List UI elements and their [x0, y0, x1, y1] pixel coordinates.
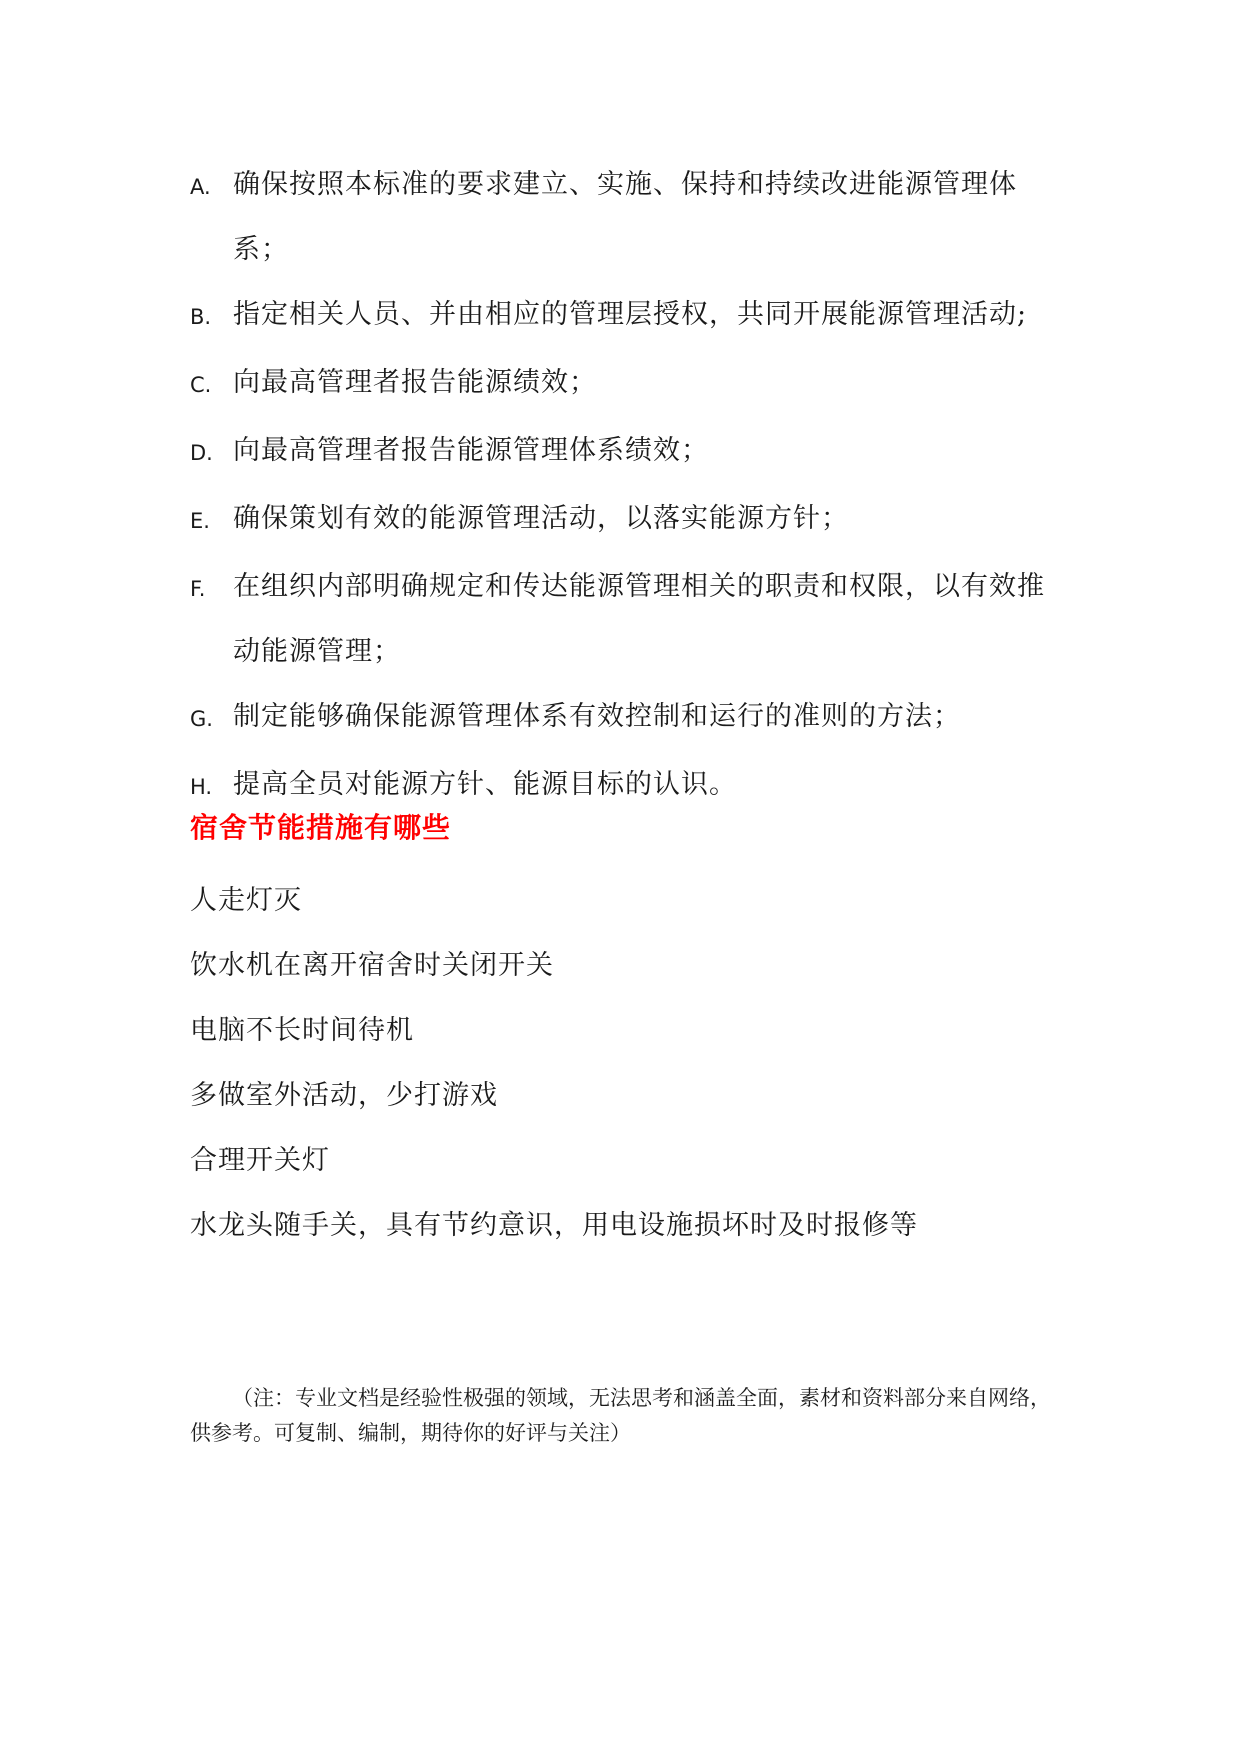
list-marker: E.: [190, 509, 210, 533]
list-item-text: 制定能够确保能源管理体系有效控制和运行的准则的方法；: [233, 701, 961, 732]
list-item: [190, 152, 1060, 282]
disclaimer-note: （注：专业文档是经验性极强的领域，无法思考和涵盖全面，素材和资料部分来自网络，供参考。可复制、编制，期待你的好评与关注）: [190, 1386, 1051, 1445]
duties-list: [190, 152, 1060, 820]
list-marker: G.: [190, 707, 213, 731]
list-item-text: 在组织内部明确规定和传达能源管理相关的职责和权限，以有效推动能源管理；: [233, 571, 1045, 667]
list-item: [190, 554, 1060, 684]
measures-list: [190, 868, 1090, 1258]
list-marker: C.: [190, 373, 212, 397]
list-item: [190, 418, 1060, 486]
list-item-text: 指定相关人员、并由相应的管理层授权，共同开展能源管理活动;: [233, 299, 1028, 330]
list-marker: D.: [190, 441, 213, 465]
list-item: [190, 486, 1060, 554]
list-item-text: 向最高管理者报告能源管理体系绩效；: [233, 435, 709, 466]
list-marker: H.: [190, 775, 213, 799]
measure-item: 水龙头随手关，具有节约意识，用电设施损坏时及时报修等: [190, 1210, 918, 1241]
list-marker: B.: [190, 305, 212, 329]
list-item-text: 确保策划有效的能源管理活动，以落实能源方针；: [233, 503, 849, 534]
list-marker: F.: [190, 577, 206, 601]
measure-item: 电脑不长时间待机: [190, 1015, 414, 1046]
measure-item: 饮水机在离开宿舍时关闭开关: [190, 950, 554, 981]
list-item-text: 确保按照本标准的要求建立、实施、保持和持续改进能源管理体系；: [233, 169, 1017, 265]
list-marker: A.: [190, 175, 211, 199]
measure-item: 多做室外活动，少打游戏: [190, 1080, 498, 1111]
section-heading: 宿舍节能措施有哪些: [190, 811, 452, 844]
list-item: [190, 350, 1060, 418]
list-item: [190, 684, 1060, 752]
list-item-text: 提高全员对能源方针、能源目标的认识。: [233, 769, 737, 800]
measure-item: 合理开关灯: [190, 1145, 330, 1176]
measure-item: 人走灯灭: [190, 885, 302, 916]
list-item-text: 向最高管理者报告能源绩效；: [233, 367, 597, 398]
list-item: [190, 282, 1060, 350]
